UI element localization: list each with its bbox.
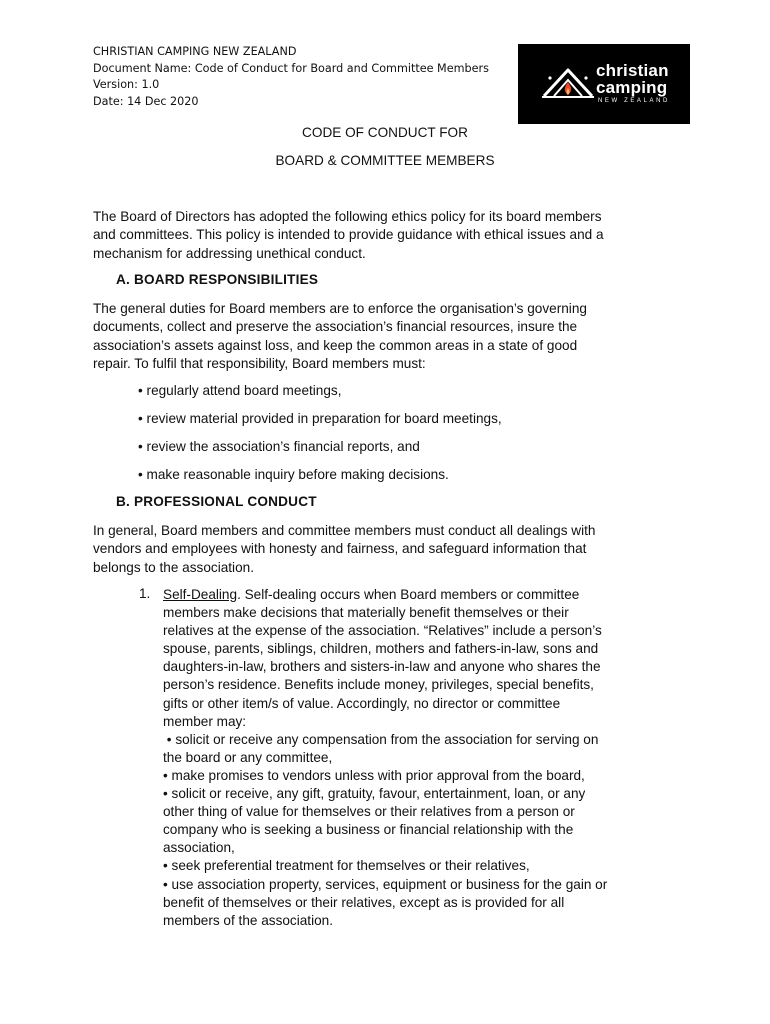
title-line-1: CODE OF CONDUCT FOR	[302, 125, 468, 140]
text-line: daughters-in-law, brothers and sisters-in-law and anyone who shares the	[163, 659, 601, 675]
self-dealing-item	[163, 586, 693, 930]
section-a-body	[93, 300, 693, 373]
item-number: 1.	[139, 586, 151, 601]
text-line: and committees. This policy is intended to provide guidance with ethical issues and a	[93, 227, 604, 243]
text-line: documents, collect and preserve the association’s financial resources, insure the	[93, 319, 578, 335]
logo-word-new-zealand: NEW ZEALAND	[598, 98, 670, 104]
intro-paragraph	[93, 208, 693, 263]
text-line: relatives at the expense of the association. “Relatives” include a person’s	[163, 623, 602, 639]
section-a-heading: A. BOARD RESPONSIBILITIES	[116, 272, 319, 287]
text-line: members of the association.	[163, 912, 334, 928]
text-line: other thing of value for themselves or their relatives from a person or	[163, 804, 575, 820]
self-dealing-term: Self-Dealing	[163, 587, 238, 602]
text-line: The Board of Directors has adopted the following ethics policy for its board members	[93, 209, 602, 224]
text-line: person’s residence. Benefits include money, privileges, special benefits,	[163, 677, 594, 693]
text-line: • seek preferential treatment for themselves or their relatives,	[163, 858, 530, 874]
text-line: association,	[163, 840, 235, 856]
bullet-item: • review the association’s financial reports, and	[138, 439, 420, 454]
text-line: belongs to the association.	[93, 559, 254, 575]
text-line: • make promises to vendors unless with prior approval from the board,	[163, 767, 585, 783]
christian-camping-logo	[518, 44, 690, 124]
text-line: spouse, parents, siblings, children, mothers and fathers-in-law, sons and	[163, 641, 599, 657]
text-line: members make decisions that materially benefit themselves or their	[163, 605, 569, 621]
text-line: company who is seeking a business or financial relationship with the	[163, 822, 574, 838]
text-line: • use association property, services, equipment or business for the gain or	[163, 876, 608, 892]
logo-word-christian: christian	[596, 61, 669, 80]
text-line: gifts or other item/s of value. Accordingly, no director or committee	[163, 695, 561, 711]
text-line: • solicit or receive, any gift, gratuity, favour, entertainment, loan, or any	[163, 786, 586, 802]
text-line: repair. To fulfil that responsibility, Board members must:	[93, 355, 426, 371]
section-b-body	[93, 522, 693, 577]
bullet-item: • regularly attend board meetings,	[138, 383, 342, 398]
document-header	[93, 44, 489, 110]
text-line: the board or any committee,	[163, 749, 333, 765]
text-line: benefit of themselves or their relatives, except as is provided for all	[163, 894, 565, 910]
org-name: CHRISTIAN CAMPING NEW ZEALAND	[93, 45, 297, 58]
text-line: member may:	[163, 713, 247, 729]
text-line: vendors and employees with honesty and fairness, and safeguard information that	[93, 541, 587, 557]
text-line: In general, Board members and committee members must conduct all dealings with	[93, 523, 596, 538]
document-name: Document Name: Code of Conduct for Board and Committee Members	[93, 61, 489, 75]
text-line: mechanism for addressing unethical conduct.	[93, 245, 366, 261]
section-b-heading: B. PROFESSIONAL CONDUCT	[116, 494, 317, 509]
text-line	[163, 586, 693, 604]
tent-flame-icon	[540, 66, 596, 100]
text-line: The general duties for Board members are to enforce the organisation’s governing	[93, 301, 587, 316]
date: Date: 14 Dec 2020	[93, 94, 199, 108]
bullet-item: • make reasonable inquiry before making decisions.	[138, 467, 449, 482]
logo-word-camping: camping	[596, 78, 668, 97]
version: Version: 1.0	[93, 78, 160, 92]
self-dealing-first-line: . Self-dealing occurs when Board members or committee	[237, 587, 580, 602]
bullet-item: • review material provided in preparation for board meetings,	[138, 411, 502, 426]
title-line-2: BOARD & COMMITTEE MEMBERS	[275, 153, 495, 168]
text-line: association’s assets against loss, and keep the common areas in a state of good	[93, 337, 578, 353]
text-line: • solicit or receive any compensation from the association for serving on	[163, 731, 599, 747]
